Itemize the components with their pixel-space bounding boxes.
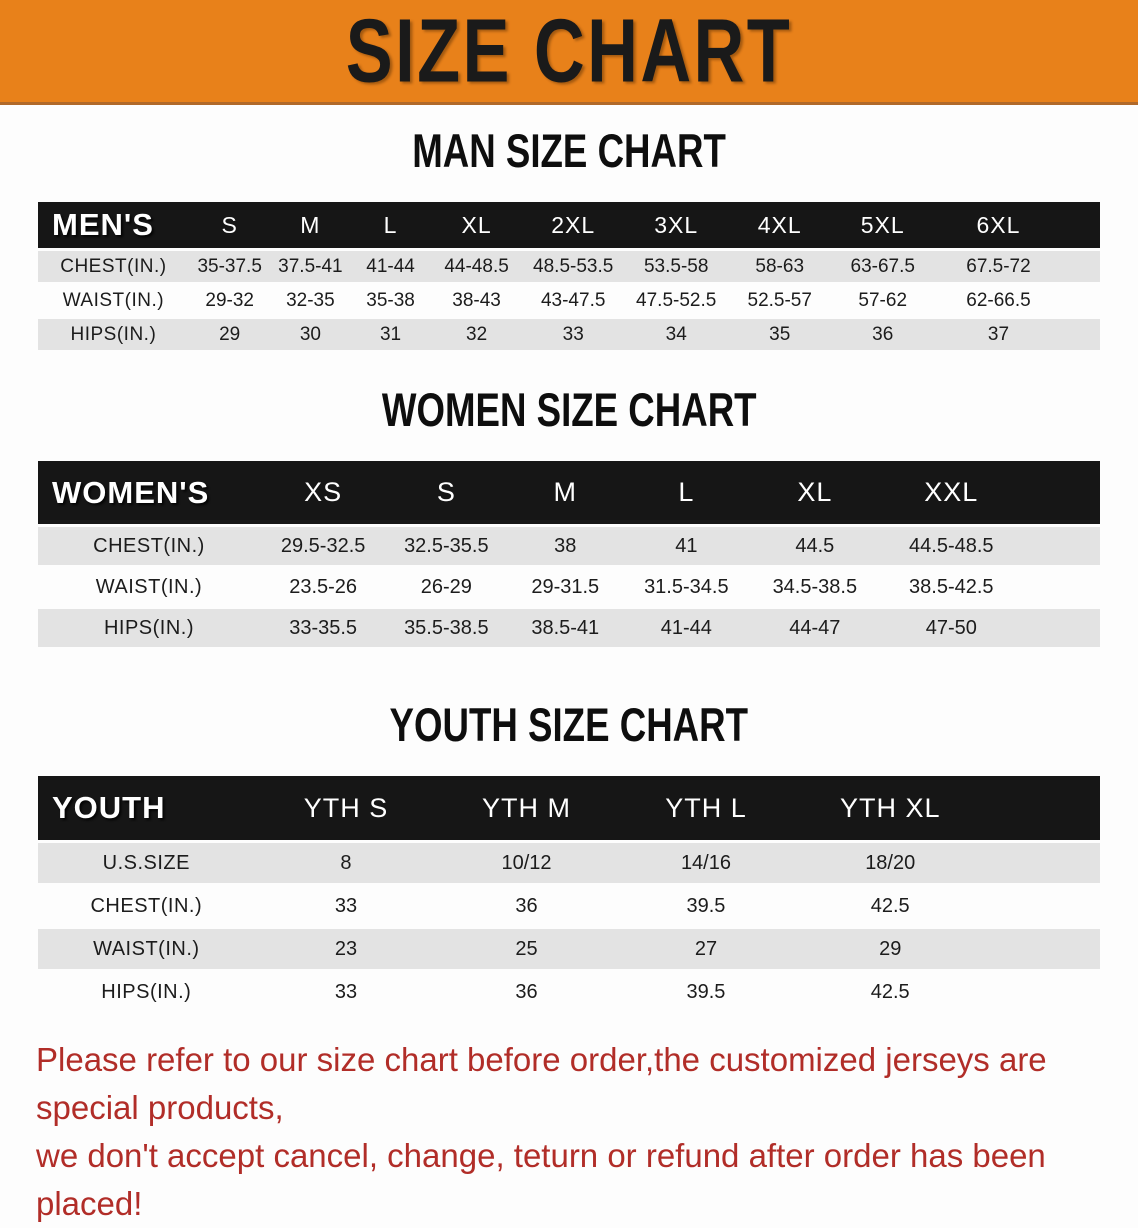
cell: 39.5	[616, 883, 797, 926]
cell: 37.5-41	[271, 248, 351, 282]
cell: 38-43	[431, 282, 522, 316]
youth-col-header: YTH M	[437, 776, 615, 840]
women-col-header: XXL	[881, 461, 1021, 524]
filler-cell	[984, 883, 1100, 926]
cell: 52.5-57	[728, 282, 831, 316]
cell: 8	[255, 840, 438, 883]
filler-cell	[1021, 565, 1100, 606]
women-col-header: XL	[748, 461, 881, 524]
cell: 41	[624, 524, 748, 565]
men-col-header: M	[271, 202, 351, 248]
man-heading-text: MAN SIZE CHART	[412, 124, 726, 177]
men-col-header: 6XL	[934, 202, 1063, 248]
youth-chest-row	[38, 883, 1100, 926]
youth-col-header: YTH L	[616, 776, 797, 840]
youth-size-table	[38, 776, 1100, 1012]
filler-cell	[1063, 282, 1100, 316]
cell: 25	[437, 926, 615, 969]
filler-cell	[1021, 606, 1100, 647]
cell: 35.5-38.5	[386, 606, 506, 647]
men-size-table-wrap	[38, 202, 1100, 350]
men-hips-row	[38, 316, 1100, 350]
row-label: WAIST(IN.)	[38, 282, 189, 316]
cell: 48.5-53.5	[522, 248, 624, 282]
cell: 63-67.5	[831, 248, 934, 282]
size-chart-banner	[0, 0, 1138, 105]
filler-cell	[984, 926, 1100, 969]
men-col-header: 5XL	[831, 202, 934, 248]
cell: 27	[616, 926, 797, 969]
cell: 34	[624, 316, 728, 350]
youth-table-label: YOUTH	[38, 776, 255, 840]
youth-ussize-row	[38, 840, 1100, 883]
cell: 44.5	[748, 524, 881, 565]
women-col-header: S	[386, 461, 506, 524]
cell: 57-62	[831, 282, 934, 316]
cell: 10/12	[437, 840, 615, 883]
youth-heading-text: YOUTH SIZE CHART	[389, 698, 749, 751]
cell: 14/16	[616, 840, 797, 883]
cell: 44-48.5	[431, 248, 522, 282]
cell: 33-35.5	[260, 606, 386, 647]
filler-cell	[1021, 461, 1100, 524]
cell: 36	[437, 969, 615, 1012]
row-label: HIPS(IN.)	[38, 969, 255, 1012]
banner-title: SIZE CHART	[345, 0, 793, 101]
youth-hips-row	[38, 969, 1100, 1012]
men-header-row	[38, 202, 1100, 248]
women-col-header: L	[624, 461, 748, 524]
women-hips-row	[38, 606, 1100, 647]
cell: 31	[350, 316, 431, 350]
cell: 37	[934, 316, 1063, 350]
cell: 33	[255, 969, 438, 1012]
cell: 35-38	[350, 282, 431, 316]
cell: 23.5-26	[260, 565, 386, 606]
men-col-header: 2XL	[522, 202, 624, 248]
cell: 62-66.5	[934, 282, 1063, 316]
man-section-heading	[0, 123, 1138, 178]
women-chest-row	[38, 524, 1100, 565]
men-size-table	[38, 202, 1100, 350]
row-label: HIPS(IN.)	[38, 606, 260, 647]
men-col-header: 4XL	[728, 202, 831, 248]
row-label: WAIST(IN.)	[38, 926, 255, 969]
cell: 42.5	[796, 969, 984, 1012]
men-table-label: MEN'S	[38, 202, 189, 248]
cell: 33	[522, 316, 624, 350]
cell: 43-47.5	[522, 282, 624, 316]
row-label: CHEST(IN.)	[38, 248, 189, 282]
disclaimer	[0, 1036, 1138, 1228]
filler-cell	[1063, 316, 1100, 350]
cell: 31.5-34.5	[624, 565, 748, 606]
cell: 44-47	[748, 606, 881, 647]
cell: 29	[189, 316, 271, 350]
cell: 32.5-35.5	[386, 524, 506, 565]
disclaimer-line-1: Please refer to our size chart before order,the customized jerseys are special products,	[36, 1041, 1047, 1126]
cell: 34.5-38.5	[748, 565, 881, 606]
men-col-header: 3XL	[624, 202, 728, 248]
cell: 38.5-42.5	[881, 565, 1021, 606]
cell: 29-32	[189, 282, 271, 316]
cell: 47.5-52.5	[624, 282, 728, 316]
row-label: WAIST(IN.)	[38, 565, 260, 606]
cell: 41-44	[350, 248, 431, 282]
cell: 38	[506, 524, 624, 565]
men-chest-row	[38, 248, 1100, 282]
cell: 29-31.5	[506, 565, 624, 606]
cell: 36	[437, 883, 615, 926]
filler-cell	[984, 969, 1100, 1012]
cell: 58-63	[728, 248, 831, 282]
cell: 67.5-72	[934, 248, 1063, 282]
cell: 36	[831, 316, 934, 350]
cell: 44.5-48.5	[881, 524, 1021, 565]
women-size-table	[38, 461, 1100, 647]
women-col-header: M	[506, 461, 624, 524]
women-waist-row	[38, 565, 1100, 606]
men-col-header: L	[350, 202, 431, 248]
cell: 18/20	[796, 840, 984, 883]
cell: 53.5-58	[624, 248, 728, 282]
women-header-row	[38, 461, 1100, 524]
cell: 47-50	[881, 606, 1021, 647]
filler-cell	[984, 776, 1100, 840]
cell: 41-44	[624, 606, 748, 647]
cell: 39.5	[616, 969, 797, 1012]
women-section-heading	[0, 382, 1138, 437]
youth-col-header: YTH S	[255, 776, 438, 840]
youth-section-heading	[0, 697, 1138, 752]
row-label: CHEST(IN.)	[38, 524, 260, 565]
cell: 42.5	[796, 883, 984, 926]
women-size-table-wrap	[38, 461, 1100, 647]
youth-header-row	[38, 776, 1100, 840]
row-label: CHEST(IN.)	[38, 883, 255, 926]
cell: 29.5-32.5	[260, 524, 386, 565]
youth-waist-row	[38, 926, 1100, 969]
disclaimer-line-2: we don't accept cancel, change, teturn or refund after order has been placed!	[36, 1137, 1046, 1222]
row-label: HIPS(IN.)	[38, 316, 189, 350]
women-table-label: WOMEN'S	[38, 461, 260, 524]
youth-col-header: YTH XL	[796, 776, 984, 840]
filler-cell	[1063, 202, 1100, 248]
cell: 38.5-41	[506, 606, 624, 647]
cell: 33	[255, 883, 438, 926]
women-col-header: XS	[260, 461, 386, 524]
youth-size-table-wrap	[38, 776, 1100, 1012]
cell: 29	[796, 926, 984, 969]
men-col-header: S	[189, 202, 271, 248]
filler-cell	[984, 840, 1100, 883]
filler-cell	[1021, 524, 1100, 565]
women-heading-text: WOMEN SIZE CHART	[381, 383, 757, 436]
cell: 30	[271, 316, 351, 350]
men-waist-row	[38, 282, 1100, 316]
filler-cell	[1063, 248, 1100, 282]
cell: 35	[728, 316, 831, 350]
men-col-header: XL	[431, 202, 522, 248]
cell: 32-35	[271, 282, 351, 316]
cell: 32	[431, 316, 522, 350]
cell: 23	[255, 926, 438, 969]
cell: 26-29	[386, 565, 506, 606]
cell: 35-37.5	[189, 248, 271, 282]
row-label: U.S.SIZE	[38, 840, 255, 883]
